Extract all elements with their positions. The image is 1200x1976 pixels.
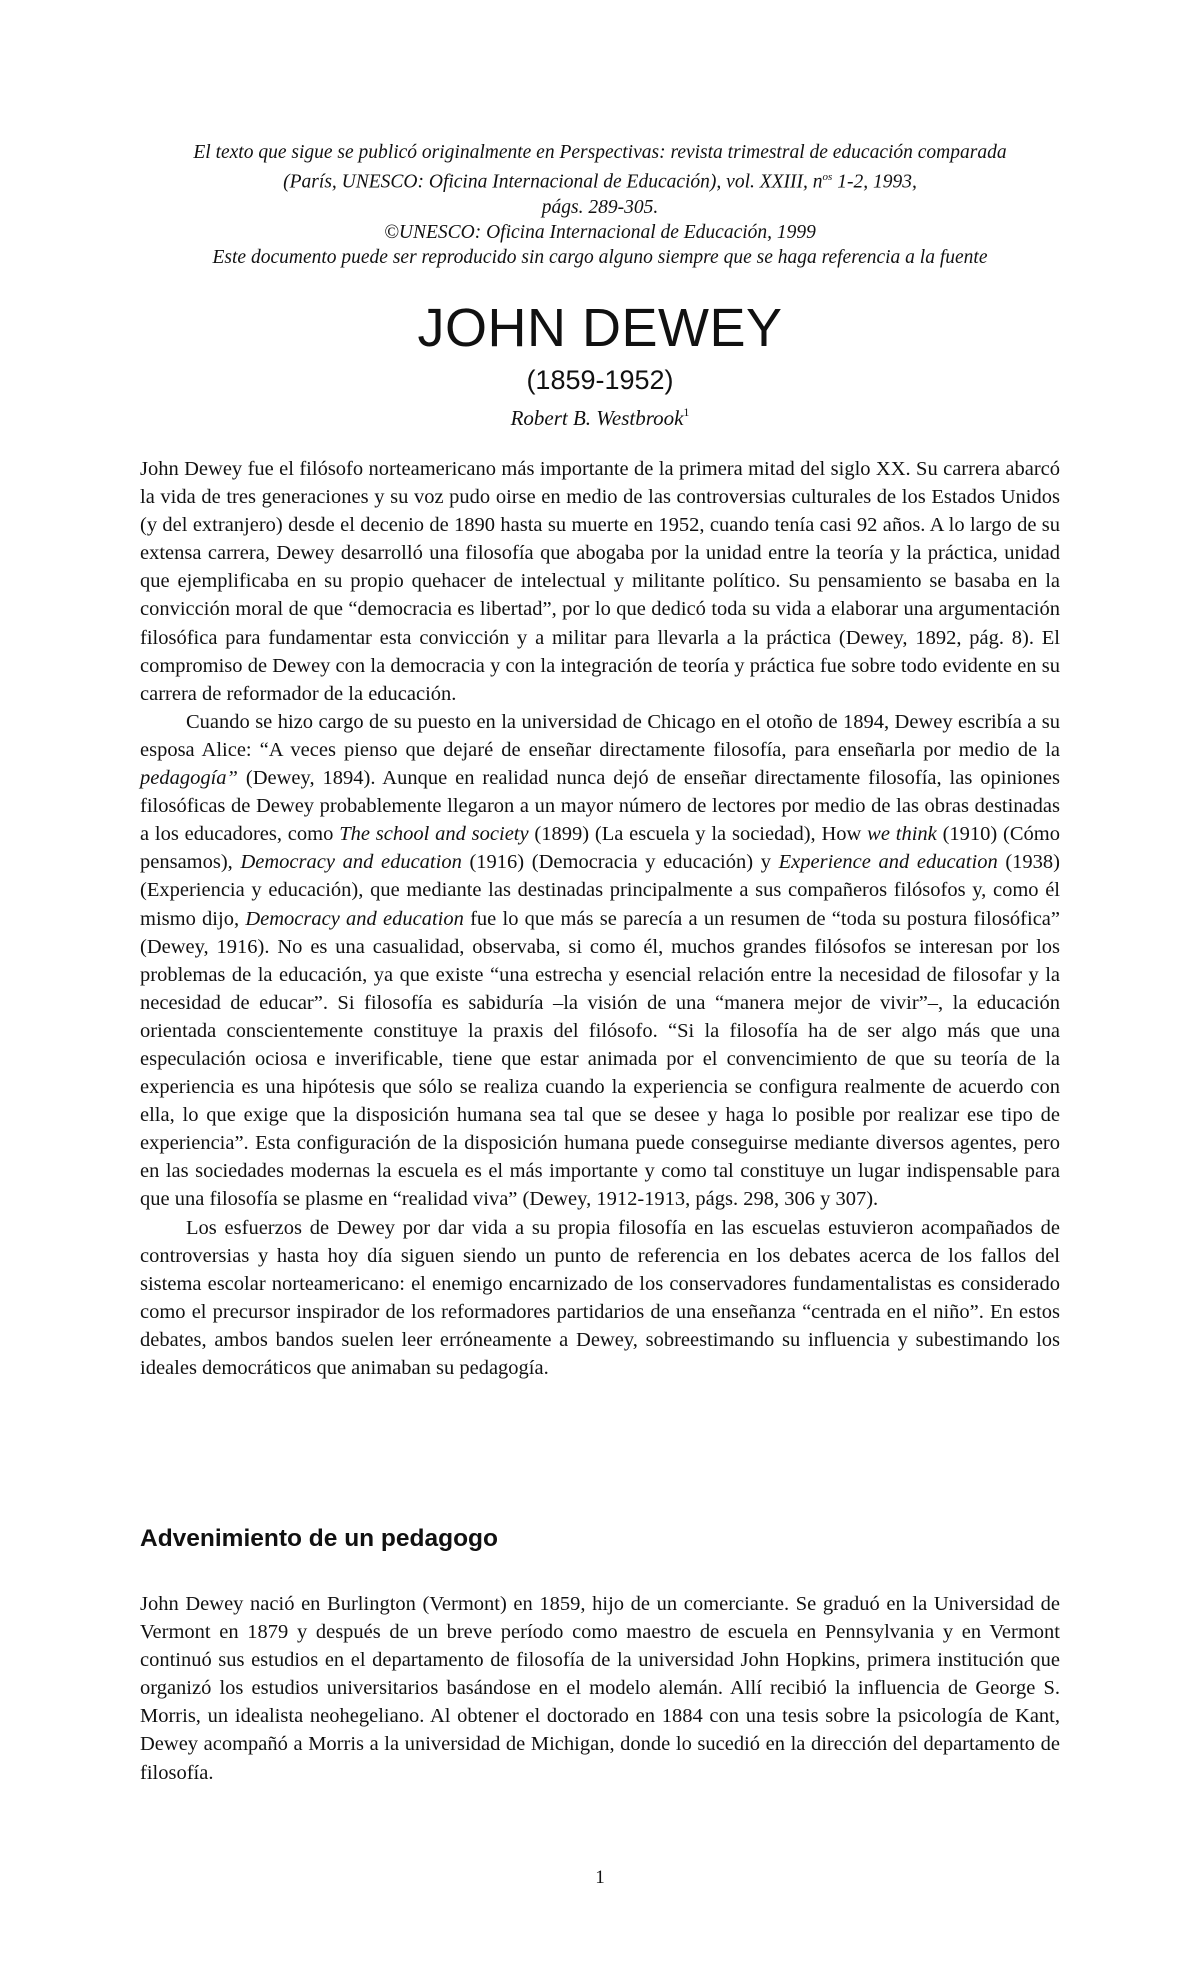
publication-note-line-1: El texto que sigue se publicó originalmente en Perspectivas: revista trimestral de educación comparada [193,142,1007,163]
paragraph-1: John Dewey fue el filósofo norteamericano más importante de la primera mitad del siglo XX. Su carrera abarcó la vida de tres generaciones y su voz pudo oirse en medio de las controversias culturales de los Estados Unidos (y del extranjero) desde el decenio de 1890 hasta su muerte en 1952, cuando tenía casi 92 años. A lo largo de su extensa carrera, Dewey desarrolló una filosofía que abogaba por la unidad entre la teoría y la práctica, unidad que ejemplificaba en su propio quehacer de intelectual y militante político. Su pensamiento se basaba en la convicción moral de que “democracia es libertad”, por lo que dedicó toda su vida a elaborar una argumentación filosófica para fundamentar esta convicción y a militar para llevarla a la práctica (Dewey, 1892, pág. 8). El compromiso de Dewey con la democracia y con la integración de teoría y práctica fue sobre todo evidente en su carrera de reformador de la educación. [140,458,1060,705]
page-number: 1 [595,1867,605,1888]
section-heading: Advenimiento de un pedagogo [140,1525,498,1552]
page-title: JOHN DEWEY [417,298,783,358]
paragraph-2-italic-1: pedagogía” [140,767,238,790]
publication-note-line-2-text: (París, UNESCO: Oficina Internacional de Educación), vol. XXIII, n [283,171,823,193]
paragraph-2-text-4: (1910) (Cómo pensamos), [140,823,1060,874]
paragraph-2-text-7: fue lo que más se parecía a un resumen de “toda su postura filosófica” (Dewey, 1916). No es una casualidad, observaba, si como él, muchos grandes filósofos se interesan por los problemas de la educación, ya que existe “una estrecha y esencial relación entre la necesidad de filosofar y la necesidad de educar”. Si filosofía es sabiduría –la visión de una “manera mejor de vivir”–, la educación orientada conscientemente constituye la praxis del filósofo. “Si la filosofía ha de ser algo más que una especulación ociosa e inverificable, tiene que estar animada por el convencimiento de que su teoría de la experiencia es una hipótesis que sólo se realiza cuando la experiencia se configura realmente de acuerdo con ella, lo que exige que la disposición humana sea tal que se desee y haga lo posible por realizar ese tipo de experiencia”. Esta configuración de la disposición humana puede conseguirse mediante diversos agentes, pero en las sociedades modernas la escuela es el más importante y como tal constituye un lugar indispensable para que una filosofía se plasme en “realidad viva” (Dewey, 1912-1913, págs. 298, 306 y 307). [140,907,1060,1211]
publication-note-line-2 [140,165,1060,195]
paragraph-2 [140,708,1060,1214]
copyright-line: ©UNESCO: Oficina Internacional de Educación, 1999 [384,221,816,243]
paragraph-2-italic-6: Democracy and education [245,907,464,930]
section-paragraph-1: John Dewey nació en Burlington (Vermont) en 1859, hijo de un comerciante. Se graduó en la Universidad de Vermont en 1879 y después de un breve período como maestro de escuela en Pennsylvania y en Vermont continuó sus estudios en el departamento de filosofía de la universidad John Hopkins, primera institución que organizó los estudios universitarios basándose en el modelo alemán. Allí recibió la influencia de George S. Morris, un idealista neohegeliano. Al obtener el doctorado en 1884 con una tesis sobre la psicología de Kant, Dewey acompañó a Morris a la universidad de Michigan, donde lo sucedió en la dirección del departamento de filosofía. [140,1593,1060,1784]
paragraph-2-italic-4: Democracy and education [240,851,462,874]
author-name: Robert B. Westbrook [510,406,684,430]
paragraph-2-text-5: (1916) (Democracia y educación) y [461,851,779,874]
paragraph-2-italic-5: Experience and education [778,851,998,874]
publication-note [140,140,1060,270]
publication-note-line-2-end: 1-2, 1993, [832,171,917,193]
footnote-mark: 1 [683,405,690,419]
paragraph-2-text-2: (Dewey, 1894). Aunque en realidad nunca dejó de enseñar directamente filosofía, las opiniones filosóficas de Dewey probablemente llegaron a un mayor número de lectores por medio de las obras destinadas a los educadores, como [140,767,1060,846]
paragraph-2-text-3: (1899) (La escuela y la sociedad), How [528,823,868,846]
publication-note-line-3: págs. 289-305. [541,196,659,218]
reproduction-notice: Este documento puede ser reproducido sin cargo alguno siempre que se haga referencia a la fuente [212,246,988,268]
paragraph-2-text-6: (1938) (Experiencia y educación), que mediante las destinadas principalmente a sus compañeros filósofos y, como él mismo dijo, [140,851,1061,930]
paragraph-2-italic-2: The school and society [339,823,529,846]
paragraph-2-italic-3: we think [867,823,937,846]
author-line [0,398,1200,432]
section-body [140,1590,1060,1787]
article-body [140,455,1060,1382]
paragraph-3: Los esfuerzos de Dewey por dar vida a su propia filosofía en las escuelas estuvieron acompañados de controversias y hasta hoy día siguen siendo un punto de referencia en los debates acerca de los fallos del sistema escolar norteamericano: el enemigo encarnizado de los conservadores fundamentalistas es considerado como el precursor inspirador de los reformadores partidarios de una enseñanza “centrada en el niño”. En estos debates, ambos bandos suelen leer erróneamente a Dewey, sobreestimando su influencia y subestimando los ideales democráticos que animaban su pedagogía. [140,1216,1060,1379]
life-dates: (1859-1952) [526,365,674,395]
publication-note-superscript: os [822,171,833,183]
paragraph-2-text-1: Cuando se hizo cargo de su puesto en la universidad de Chicago en el otoño de 1894, Dewey escribía a su esposa Alice: “A veces pienso que dejaré de enseñar directamente filosofía, para enseñarla por medio de la [140,710,1060,761]
